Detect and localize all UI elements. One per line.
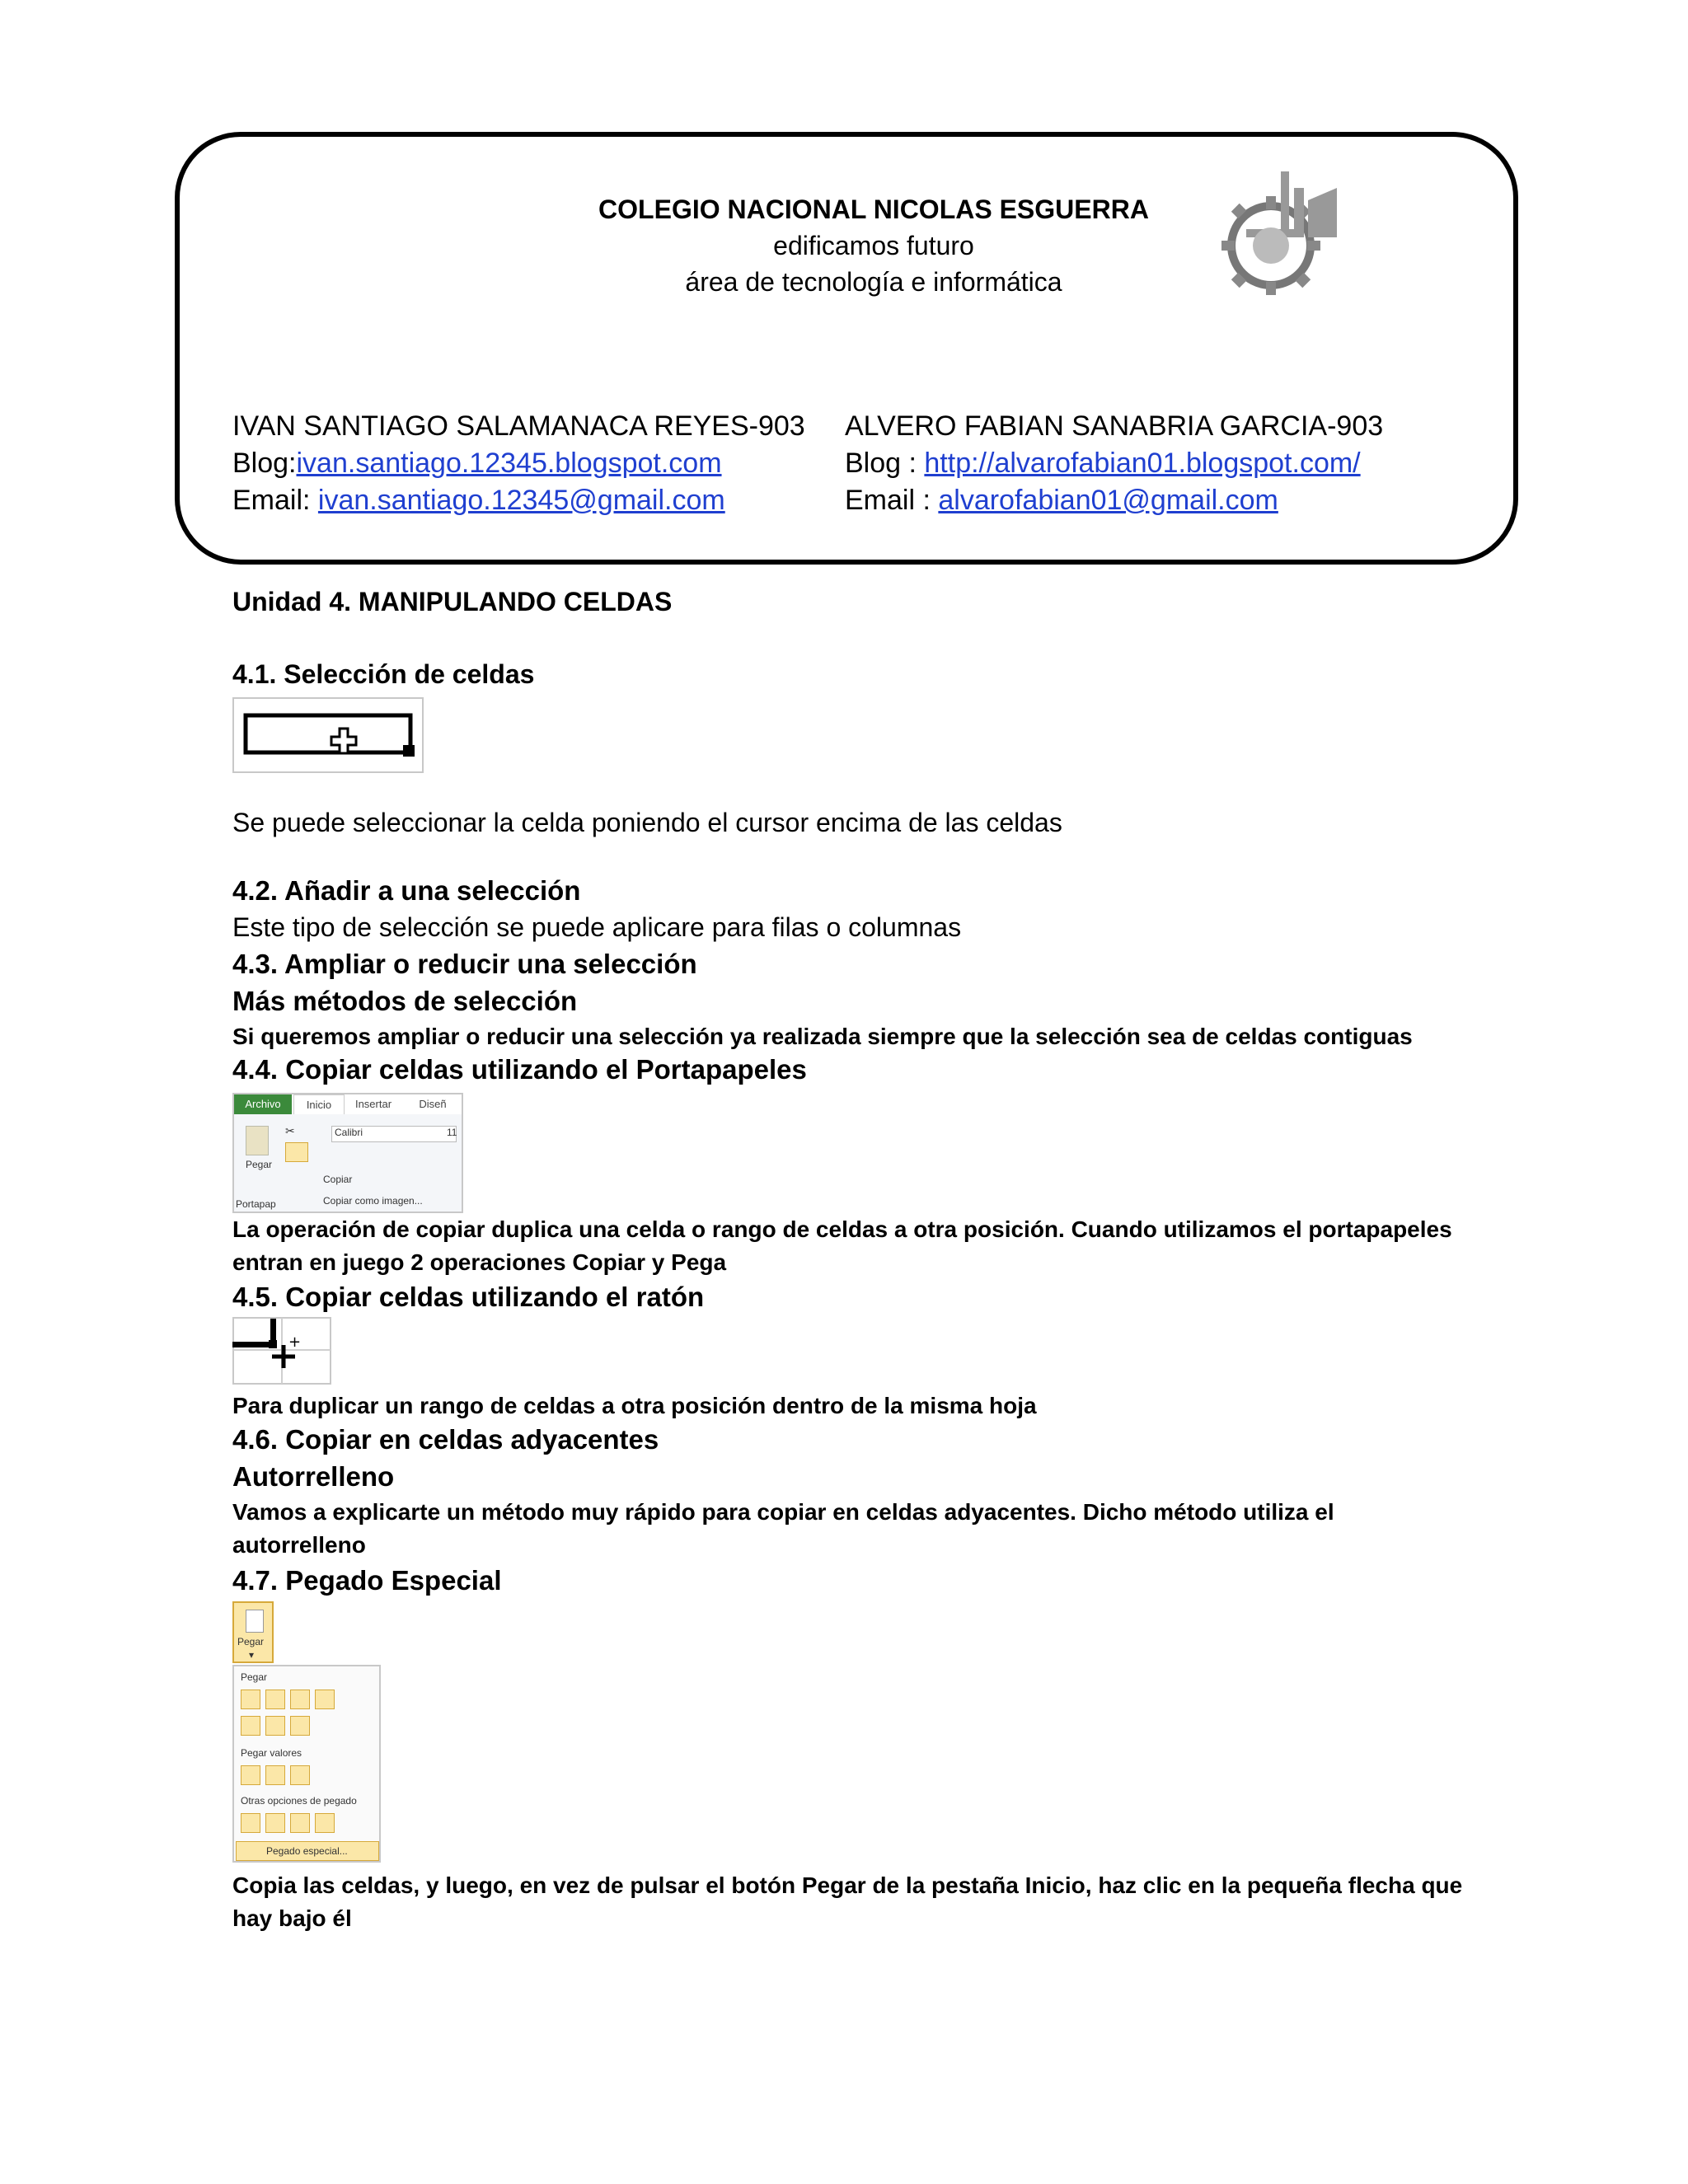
paste-link-icon	[241, 1813, 260, 1833]
section-4-3-text: Si queremos ampliar o reducir una selección ya realizada siempre que la selección sea de celdas contiguas	[232, 1024, 1413, 1049]
school-area: área de tecnología e informática	[685, 267, 1062, 297]
section-4-1-title: 4.1. Selección de celdas	[232, 659, 535, 689]
cell-selection-image	[232, 697, 424, 773]
section-4-1-text: Se puede seleccionar la celda poniendo el cursor encima de las celdas	[232, 808, 1062, 837]
paste-picture-icon	[265, 1813, 285, 1833]
author2-blog-label: Blog :	[845, 448, 925, 479]
section-4-6-text: Vamos a explicarte un método muy rápido para copiar en celdas adyacentes. Dicho método utiliza el autorrelleno	[232, 1499, 1334, 1558]
paste-borders-icon	[241, 1716, 260, 1736]
paste-format-icon	[315, 1690, 335, 1709]
author2-email-label: Email :	[845, 485, 939, 516]
ribbon-tab-diseno: Diseñ	[419, 1098, 447, 1110]
unit-title: Unidad 4. MANIPULANDO CELDAS	[232, 587, 673, 616]
paste-menu-section-otras: Otras opciones de pegado	[241, 1795, 357, 1807]
paste-option-icon	[241, 1690, 260, 1709]
svg-text:+: +	[288, 1333, 302, 1351]
author2-block	[845, 408, 1383, 519]
author2-name: ALVERO FABIAN SANABRIA GARCIA-903	[845, 410, 1384, 442]
section-4-5-title: 4.5. Copiar celdas utilizando el ratón	[232, 1282, 705, 1312]
author1-email-link[interactable]: ivan.santiago.12345@gmail.com	[317, 485, 725, 516]
paste-clipboard-icon	[246, 1126, 269, 1155]
paste-values-format-icon	[265, 1765, 285, 1785]
author1-name: IVAN SANTIAGO SALAMANACA REYES-903	[232, 410, 805, 442]
scissors-icon: ✂	[285, 1124, 295, 1137]
ribbon-tab-insertar: Insertar	[354, 1098, 392, 1110]
author1-email-line	[232, 482, 805, 519]
font-name: Calibri	[335, 1127, 363, 1138]
paste-clipboard-icon	[246, 1610, 264, 1633]
paste-menu-section-valores: Pegar valores	[241, 1747, 302, 1759]
author2-blog-line	[845, 445, 1383, 482]
author1-blog-line	[232, 445, 805, 482]
menu-copy-image: Copiar como imagen...	[323, 1195, 423, 1207]
paste-button[interactable]	[232, 1601, 274, 1663]
author1-blog-label: Blog:	[232, 448, 297, 479]
school-name: COLEGIO NACIONAL NICOLAS ESGUERRA	[598, 194, 1149, 224]
section-4-3-title: 4.3. Ampliar o reducir una selección	[232, 949, 697, 979]
ribbon-group-label: Portapap	[236, 1198, 276, 1210]
ribbon-paste-label: Pegar	[246, 1159, 273, 1170]
paste-linked-picture-icon	[290, 1813, 310, 1833]
section-4-2-title: 4.2. Añadir a una selección	[232, 875, 581, 906]
author1-blog-link[interactable]: ivan.santiago.12345.blogspot.com	[296, 448, 722, 479]
copy-button-icon	[285, 1142, 308, 1162]
ribbon-tab-inicio: Inicio	[293, 1094, 345, 1115]
paste-special-item[interactable]	[236, 1841, 379, 1861]
paste-special-label: Pegado especial...	[266, 1845, 348, 1857]
section-4-4-title: 4.4. Copiar celdas utilizando el Portapapeles	[232, 1054, 807, 1085]
mouse-copy-image	[232, 1317, 331, 1385]
school-motto: edificamos futuro	[773, 231, 974, 260]
section-4-3-subtitle: Más métodos de selección	[232, 986, 578, 1016]
menu-copy: Copiar	[323, 1174, 353, 1185]
font-size: 11	[447, 1127, 457, 1138]
paste-special-menu-image	[232, 1665, 381, 1863]
ribbon-tab-archivo: Archivo	[234, 1094, 292, 1114]
section-4-6-title: 4.6. Copiar en celdas adyacentes	[232, 1424, 659, 1455]
chevron-down-icon: ▾	[249, 1649, 255, 1661]
paste-values-icon	[241, 1765, 260, 1785]
paste-transpose-icon	[265, 1716, 285, 1736]
paste-button-label: Pegar	[237, 1636, 265, 1647]
section-4-7-title: 4.7. Pegado Especial	[232, 1565, 502, 1596]
author2-email-line	[845, 482, 1383, 519]
paste-formula-icon	[265, 1690, 285, 1709]
section-4-2-text: Este tipo de selección se puede aplicare para filas o columnas	[232, 912, 962, 942]
author2-blog-link[interactable]: http://alvarofabian01.blogspot.com/	[924, 448, 1361, 479]
section-4-5-text: Para duplicar un rango de celdas a otra posición dentro de la misma hoja	[232, 1393, 1037, 1418]
paste-percent-icon	[290, 1690, 310, 1709]
paste-values-source-icon	[290, 1765, 310, 1785]
paste-image-icon	[315, 1813, 335, 1833]
paste-menu-section-pegar: Pegar	[241, 1671, 268, 1683]
gear-factory-logo-icon	[1205, 163, 1353, 303]
clipboard-ribbon-image	[232, 1093, 463, 1213]
section-4-7-text: Copia las celdas, y luego, en vez de pulsar el botón Pegar de la pestaña Inicio, haz clic en la pequeña flecha que hay bajo él	[232, 1872, 1463, 1931]
section-4-6-subtitle: Autorrelleno	[232, 1461, 395, 1492]
author1-block	[232, 408, 805, 519]
author2-email-link[interactable]: alvarofabian01@gmail.com	[938, 485, 1278, 516]
paste-width-icon	[290, 1716, 310, 1736]
author1-email-label: Email:	[232, 485, 318, 516]
section-4-4-text: La operación de copiar duplica una celda o rango de celdas a otra posición. Cuando utilizamos el portapapeles entran en juego 2 operaciones Copiar y Pega	[232, 1216, 1452, 1275]
